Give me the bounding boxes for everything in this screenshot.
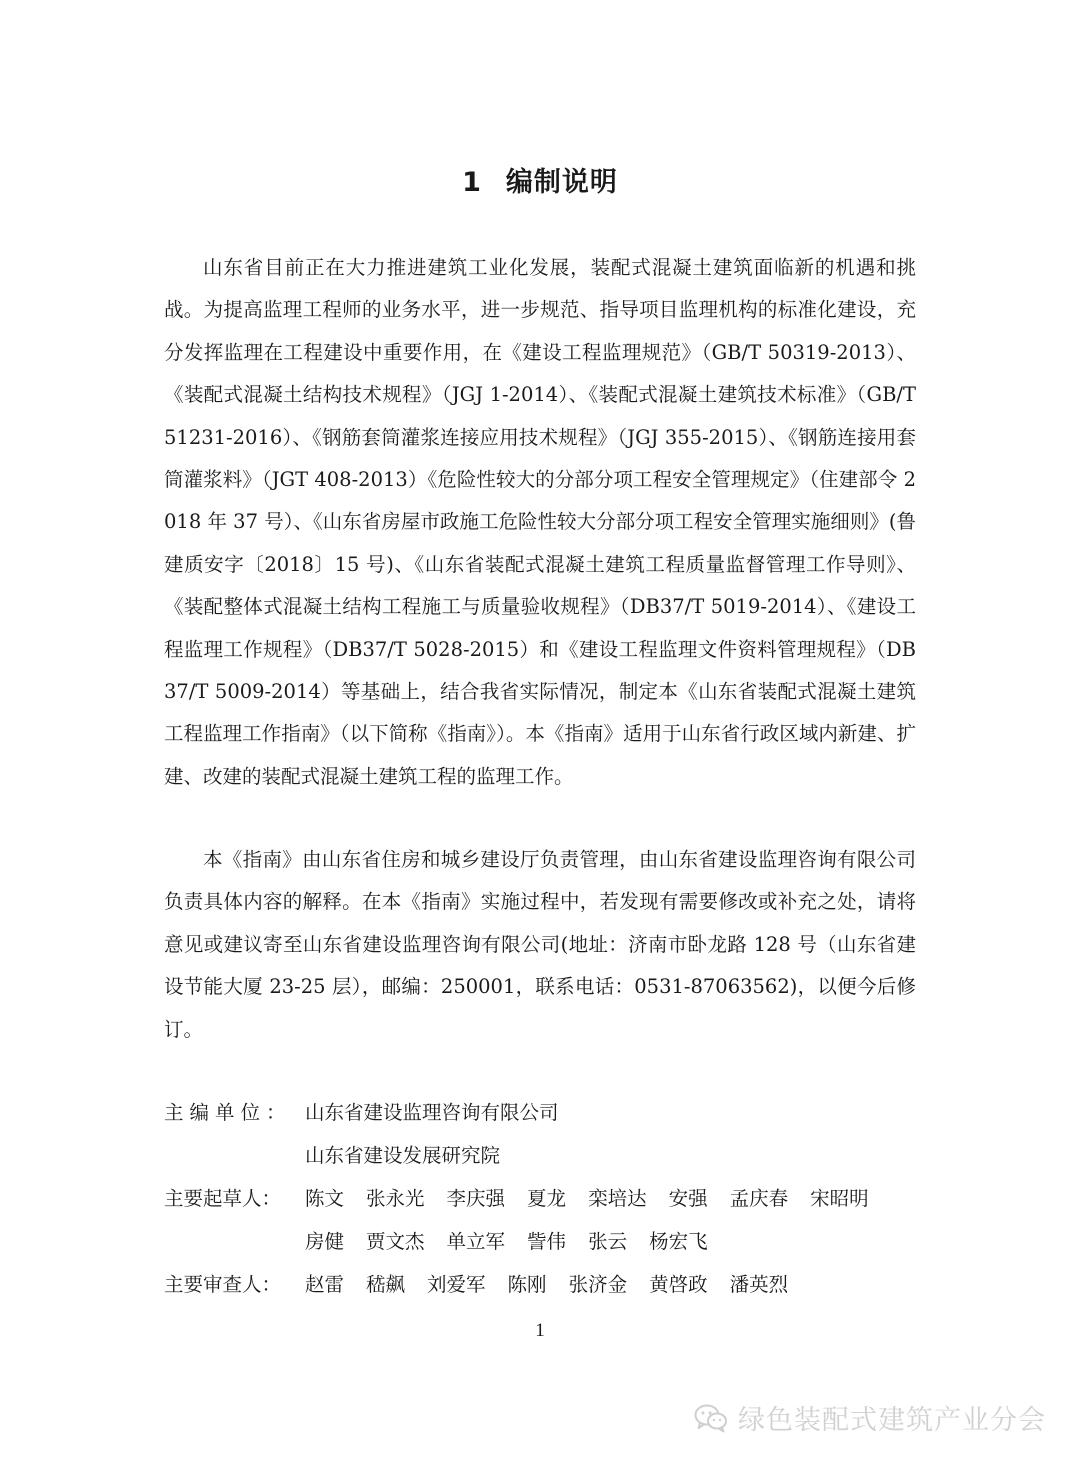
reviewer-name: 黄啓政: [649, 1273, 708, 1296]
credits-block: [164, 1091, 944, 1306]
reviewers-row: [164, 1263, 944, 1306]
watermark-text: 绿色装配式建筑产业分会: [738, 1405, 1046, 1436]
drafter-name: 李庆强: [446, 1187, 506, 1210]
drafter-name: 陈文: [305, 1187, 345, 1210]
section-number: 1: [462, 167, 482, 198]
drafter-name: 夏龙: [527, 1187, 567, 1210]
chief-units-row: [164, 1091, 944, 1177]
drafter-name: 宋昭明: [810, 1187, 869, 1210]
wechat-icon: [694, 1403, 728, 1433]
drafters-line-2: [305, 1220, 944, 1263]
reviewer-name: 嵇飙: [366, 1273, 406, 1296]
chief-unit-2: 山东省建设发展研究院: [305, 1144, 501, 1167]
reviewers-line: [305, 1263, 944, 1306]
drafter-name: 栾培达: [588, 1187, 647, 1210]
reviewer-name: 张济金: [568, 1273, 628, 1296]
intro-paragraph: 山东省目前正在大力推进建筑工业化发展，装配式混凝土建筑面临新的机遇和挑战。为提高监理工程师的业务水平，进一步规范、指导项目监理机构的标准化建设，充分发挥监理在工程建设中重要作用，在《建设工程监理规范》（GB/T 50319-2013）、《装配式混凝土结构技术规程》（JGJ 1-2014）、《装配式混凝土建筑技术标准》（GB/T 51231-2016）、《钢筋套筒灌浆连接应用技术规程》（JGJ 355-2015）、《钢筋连接用套筒灌浆料》（JGT 408-2013）《危险性较大的分部分项工程安全管理规定》（住建部令 2018 年 37 号）、《山东省房屋市政施工危险性较大分部分项工程安全管理实施细则》(鲁建质安字〔2018〕15 号)、《山东省装配式混凝土建筑工程质量监督管理工作导则》、《装配整体式混凝土结构工程施工与质量验收规程》（DB37/T 5019-2014）、《建设工程监理工作规程》（DB37/T 5028-2015）和《建设工程监理文件资料管理规程》（DB37/T 5009-2014）等基础上，结合我省实际情况，制定本《山东省装配式混凝土建筑工程监理工作指南》（以下简称《指南》）。本《指南》适用于山东省行政区域内新建、扩建、改建的装配式混凝土建筑工程的监理工作。: [164, 256, 916, 788]
drafter-name: 安强: [668, 1187, 708, 1210]
reviewer-name: 赵雷: [305, 1273, 345, 1296]
page-number: 1: [535, 1320, 545, 1341]
section-heading: [0, 160, 1080, 199]
drafter-name: 孟庆春: [729, 1187, 789, 1210]
section-title: 编制说明: [505, 167, 618, 198]
drafter-name: 杨宏飞: [649, 1230, 708, 1253]
reviewer-name: 陈刚: [507, 1273, 547, 1296]
drafters-line-1: [305, 1177, 944, 1220]
drafter-name: 贾文杰: [366, 1230, 425, 1253]
drafter-name: 訾伟: [527, 1230, 567, 1253]
drafters-label: 主要起草人：: [164, 1187, 282, 1210]
drafter-name: 张云: [588, 1230, 628, 1253]
chief-units-label: 主编单位：: [164, 1101, 292, 1124]
drafter-name: 单立军: [446, 1230, 506, 1253]
management-paragraph: 本《指南》由山东省住房和城乡建设厅负责管理，由山东省建设监理咨询有限公司负责具体内容的解释。在本《指南》实施过程中，若发现有需要修改或补充之处，请将意见或建议寄至山东省建设监理咨询有限公司(地址：济南市卧龙路 128 号（山东省建设节能大厦 23-25 层），邮编：250001，联系电话：0531-87063562)，以便今后修订。: [164, 848, 916, 1041]
drafter-name: 房健: [305, 1230, 345, 1253]
reviewers-label: 主要审查人：: [164, 1273, 282, 1296]
drafter-name: 张永光: [366, 1187, 425, 1210]
reviewer-name: 潘英烈: [729, 1273, 789, 1296]
drafters-row: [164, 1177, 944, 1263]
watermark: [694, 1398, 1046, 1437]
reviewer-name: 刘爱军: [427, 1273, 486, 1296]
chief-unit-1: 山东省建设监理咨询有限公司: [305, 1101, 559, 1124]
